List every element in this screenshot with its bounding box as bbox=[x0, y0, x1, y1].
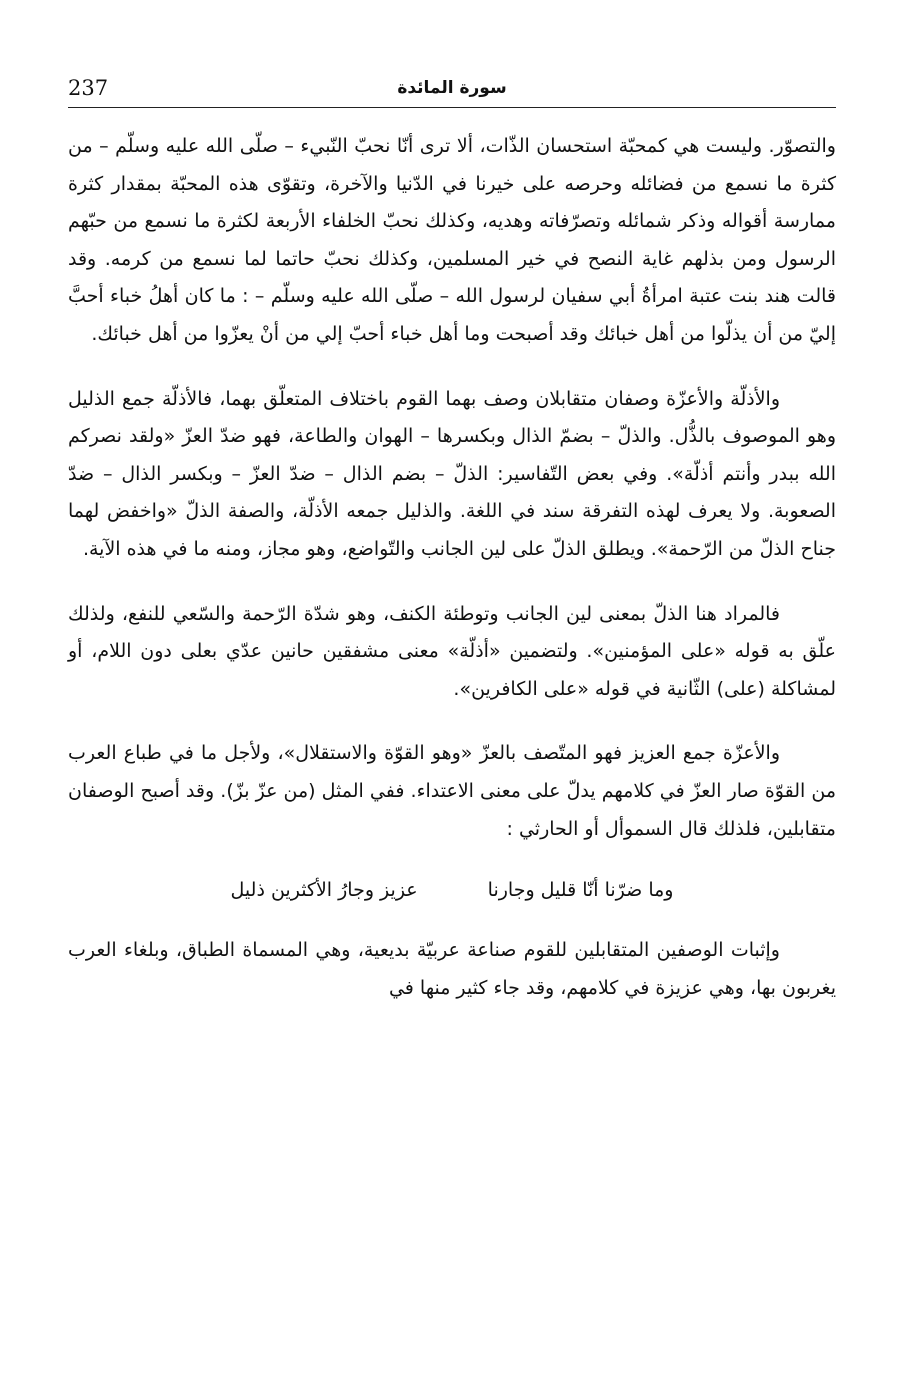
paragraph-2: والأذلّة والأعزّة وصفان متقابلان وصف بهما القوم باختلاف المتعلّق بهما، فالأذلّة جمع الذليل وهو الموصوف بالذُّل. والذلّ – بضمّ الذال وبكسرها – الهوان والطاعة، فهو ضدّ العزّ «ولقد نصركم الله ببدر وأنتم أذلّة». وفي بعض التّفاسير: الذلّ – بضم الذال – ضدّ العزّ – وبكسر الذال – ضدّ الصعوبة. ولا يعرف لهذه التفرقة سند في اللغة. والذليل جمعه الأذلّة، والصفة الذلّ «واخفض لهما جناح الذلّ من الرّحمة». ويطلق الذلّ على لين الجانب والتّواضع، وهو مجاز، ومنه ما في هذه الآية. bbox=[68, 387, 836, 560]
page-header bbox=[68, 74, 836, 108]
body-text bbox=[68, 128, 836, 1007]
verse-second-hemistich: عزيز وجارُ الأكثرين ذليل bbox=[230, 879, 418, 902]
paragraph-4: والأعزّة جمع العزيز فهو المتّصف بالعزّ «وهو القوّة والاستقلال»، ولأجل ما في طباع العرب من القوّة صار العزّ في كلامهم يدلّ على معنى الاعتداء. ففي المثل (من عزّ بزّ). وقد أصبح الوصفان متقابلين، فلذلك قال السموأل أو الحارثي : bbox=[68, 742, 836, 840]
paragraph-3: فالمراد هنا الذلّ بمعنى لين الجانب وتوطئة الكنف، وهو شدّة الرّحمة والسّعي للنفع، ولذلك علّق به قوله «على المؤمنين». ولتضمين «أذلّة» معنى مشفقين حانين عدّي بعلى دون اللام، أو لمشاكلة (على) الثّانية في قوله «على الكافرين». bbox=[68, 602, 836, 700]
header-rule bbox=[68, 107, 836, 108]
paragraph-1: والتصوّر. وليست هي كمحبّة استحسان الذّات، ألا ترى أنّا نحبّ النّبيء – صلّى الله عليه وسلّم – من كثرة ما نسمع من فضائله وحرصه على خيرنا في الدّنيا والآخرة، وتقوّى هذه المحبّة بمقدار كثرة ممارسة أقواله وذكر شمائله وتصرّفاته وهديه، وكذلك نحبّ الخلفاء الأربعة لكثرة ما نسمع من حبّهم الرسول ومن بذلهم غاية النصح في خير المسلمين، وكذلك نحبّ حاتما لما نسمع من كرمه. وقد قالت هند بنت عتبة امرأةُ أبي سفيان لرسول الله – صلّى الله عليه وسلّم – : ما كان أهلُ خباء أحبَّ إليّ من أن يذلّوا من أهل خبائك وقد أصبحت وما أهل خباء أحبّ إلي من أنْ يعزّوا من أهل خبائك. bbox=[68, 135, 836, 345]
poetry-verse bbox=[68, 870, 836, 910]
running-title: سورة المائدة bbox=[397, 78, 507, 98]
page-number: 237 bbox=[68, 76, 109, 100]
paragraph-5: وإثبات الوصفين المتقابلين للقوم صناعة عربيّة بديعية، وهي المسماة الطباق، وبلغاء العرب يغربون بها، وهي عزيزة في كلامهم، وقد جاء كثير منها في bbox=[68, 939, 836, 999]
verse-first-hemistich: وما ضرّنا أنّا قليل وجارنا bbox=[487, 879, 674, 902]
